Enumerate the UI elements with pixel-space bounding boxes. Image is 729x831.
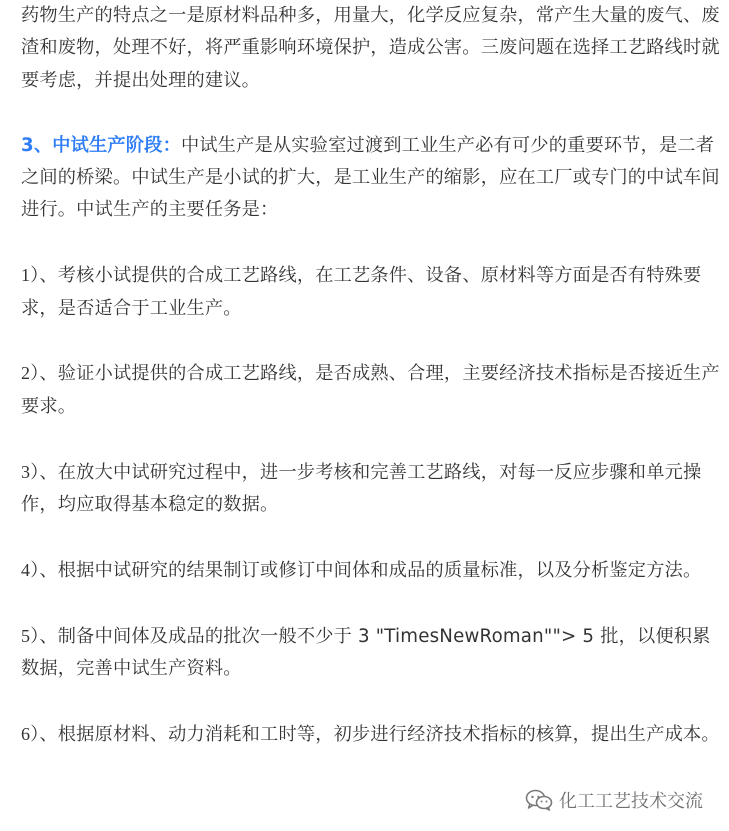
task-item-3 [21, 456, 721, 522]
paragraph-spacer [21, 325, 721, 357]
task-item-6 [21, 718, 721, 751]
paragraph-spacer [21, 587, 721, 619]
task-number: 4） [21, 559, 40, 580]
paragraph-spacer [21, 685, 721, 717]
task-number: 3） [21, 461, 40, 482]
section-3-heading: 3、中试生产阶段： [21, 134, 181, 156]
account-watermark [521, 786, 707, 814]
paragraph-spacer [21, 423, 721, 455]
task-item-5 [21, 620, 721, 686]
task-item-1 [21, 259, 721, 325]
task-text: 、在放大中试研究过程中，进一步考核和完善工艺路线，对每一反应步骤和单元操作，均应取得基本稳定的数据。 [21, 461, 702, 516]
task-item-2 [21, 357, 721, 423]
task-item-4 [21, 554, 721, 587]
wechat-icon [525, 789, 553, 811]
task-text: 、根据中试研究的结果制订或修订中间体和成品的质量标准，以及分析鉴定方法。 [39, 559, 702, 581]
paragraph-spacer [21, 227, 721, 259]
watermark-text: 化工工艺技术交流 [559, 791, 703, 812]
paragraph-spacer [21, 97, 721, 129]
intro-paragraph: 药物生产的特点之一是原材料品种多，用量大，化学反应复杂，常产生大量的废气、废渣和废物，处理不好，将严重影响环境保护，造成公害。三废问题在选择工艺路线时就要考虑，并提出处理的建议。 [21, 5, 720, 91]
task-number: 6） [21, 723, 40, 744]
task-text: 、根据原材料、动力消耗和工时等，初步进行经济技术指标的核算，提出生产成本。 [39, 723, 720, 745]
task-number: 1） [21, 265, 40, 286]
task-number: 5） [21, 625, 40, 646]
paragraph-spacer [21, 521, 721, 553]
section-3-text: 中试生产是从实验室过渡到工业生产必有可少的重要环节，是二者之间的桥梁。中试生产是小试的扩大，是工业生产的缩影，应在工厂或专门的中试车间进行。中试生产的主要任务是： [21, 134, 720, 221]
task-text: 、制备中间体及成品的批次一般不少于 3 "TimesNewRoman""> 5 批，以便积累数据，完善中试生产资料。 [21, 625, 711, 680]
article-body [21, 0, 721, 751]
task-text: 、考核小试提供的合成工艺路线，在工艺条件、设备、原材料等方面是否有特殊要求，是否适合于工业生产。 [21, 265, 702, 319]
task-number: 2） [21, 363, 40, 384]
section-3-paragraph [21, 130, 721, 227]
task-text: 、验证小试提供的合成工艺路线，是否成熟、合理，主要经济技术指标是否接近生产要求。 [21, 363, 720, 417]
